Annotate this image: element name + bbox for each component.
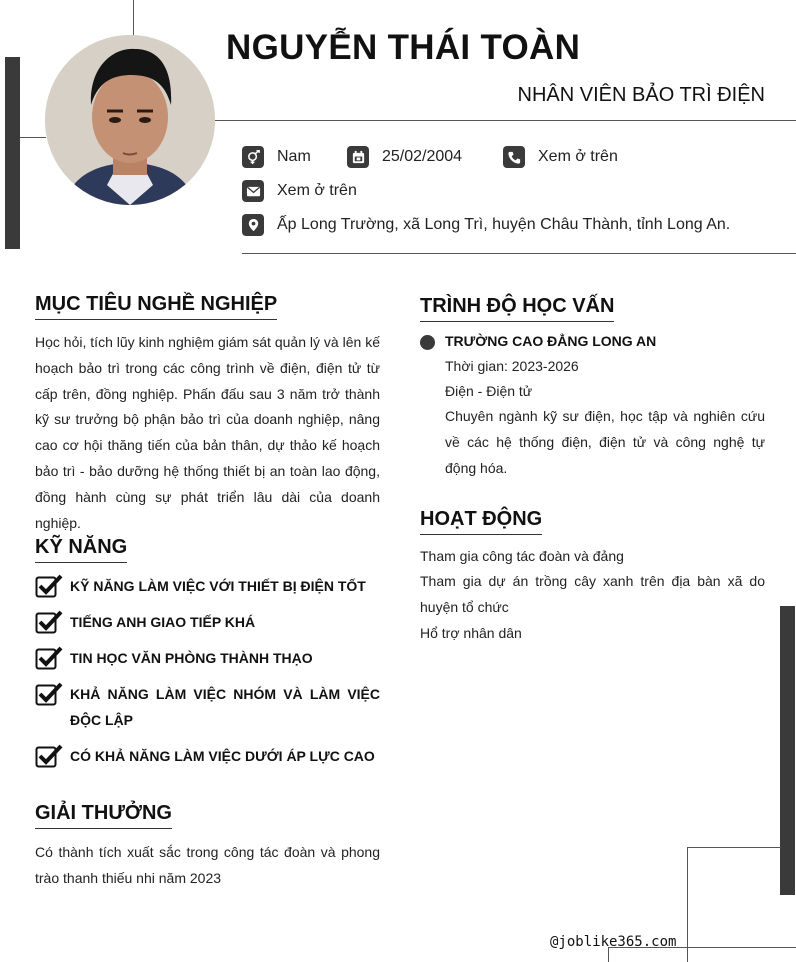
phone-value: Xem ở trên [538,148,618,165]
calendar-icon [347,146,369,168]
email-value: Xem ở trên [277,182,357,199]
checkbox-checked-icon [35,744,63,768]
mail-icon [242,180,264,202]
info-address [242,214,730,236]
info-gender [242,146,311,168]
avatar [45,35,215,205]
school-name: TRƯỜNG CAO ĐẲNG LONG AN [445,333,657,349]
gender-icon [242,146,264,168]
skill-item [35,743,380,769]
education-time: Thời gian: 2023-2026 [445,358,579,374]
corner-decor-left [687,847,688,962]
objective-title: MỤC TIÊU NGHỀ NGHIỆP [35,293,277,320]
phone-icon [503,146,525,168]
left-decor-bar [5,57,20,249]
timeline-dot [420,335,435,350]
awards-title: GIẢI THƯỞNG [35,802,172,829]
watermark: @joblike365.com [550,934,677,950]
info-birthdate [347,146,462,168]
left-decor-line [20,137,46,138]
skills-title: KỸ NĂNG [35,536,127,563]
skill-item [35,681,380,733]
activity-item: Hổ trợ nhân dân [420,625,522,641]
checkbox-checked-icon [35,646,63,670]
education-title: TRÌNH ĐỘ HỌC VẤN [420,295,614,322]
checkbox-checked-icon [35,682,63,706]
activity-item: Tham gia công tác đoàn và đảng [420,548,624,564]
birthdate-value: 25/02/2004 [382,148,463,165]
activities-title: HOẠT ĐỘNG [420,508,542,535]
corner-decor-top [687,847,781,848]
location-pin-icon [242,214,264,236]
candidate-name: NGUYỄN THÁI TOÀN [226,28,581,67]
header-divider [215,120,796,121]
skill-label: KHẢ NĂNG LÀM VIỆC NHÓM VÀ LÀM VIỆC ĐỘC LẬP [70,686,380,728]
objective-text: Học hỏi, tích lũy kinh nghiệm giám sát quản lý và lên kế hoạch bảo trì trong các công trình về điện, điện tử từ cấp trên, đồng nghiệp. Phấn đấu sau 3 năm trở thành kỹ sư trưởng bộ phận bảo trì của doanh nghiệp, nâng cao cơ hội thăng tiến của bản thân, dự thảo kế hoạch bảo trì - bảo dưỡng hệ thống thiết bị an toàn lao động, đồng hành cùng sự phát triển lâu dài của doanh nghiệp. [35,334,380,531]
top-decor-line [133,0,134,36]
skill-item [35,609,380,635]
right-decor-bar [780,606,795,895]
info-divider [242,253,796,254]
info-phone [503,146,618,168]
address-value: Ấp Long Trường, xã Long Trì, huyện Châu Thành, tỉnh Long An. [277,216,731,233]
education-description: Chuyên ngành kỹ sư điện, học tập và nghiên cứu về các hệ thống điện, điện tử và công nghệ tự động hóa. [445,408,765,476]
awards-text: Có thành tích xuất sắc trong công tác đoàn và phong trào thanh thiếu nhi năm 2023 [35,844,380,886]
activity-item: Tham gia dự án trồng cây xanh trên địa bàn xã do huyện tổ chức [420,573,765,615]
education-major: Điện - Điện tử [445,383,533,399]
skill-item [35,573,380,599]
skill-label: TIN HỌC VĂN PHÒNG THÀNH THẠO [70,650,313,666]
checkbox-checked-icon [35,574,63,598]
job-title: NHÂN VIÊN BẢO TRÌ ĐIỆN [517,84,765,106]
skill-item [35,645,380,671]
skill-label: TIẾNG ANH GIAO TIẾP KHÁ [70,614,256,630]
avatar-photo [45,35,215,205]
skill-label: CÓ KHẢ NĂNG LÀM VIỆC DƯỚI ÁP LỰC CAO [70,748,375,764]
info-email [242,180,357,202]
gender-value: Nam [277,148,311,165]
checkbox-checked-icon [35,610,63,634]
skill-label: KỸ NĂNG LÀM VIỆC VỚI THIẾT BỊ ĐIỆN TỐT [70,578,366,594]
